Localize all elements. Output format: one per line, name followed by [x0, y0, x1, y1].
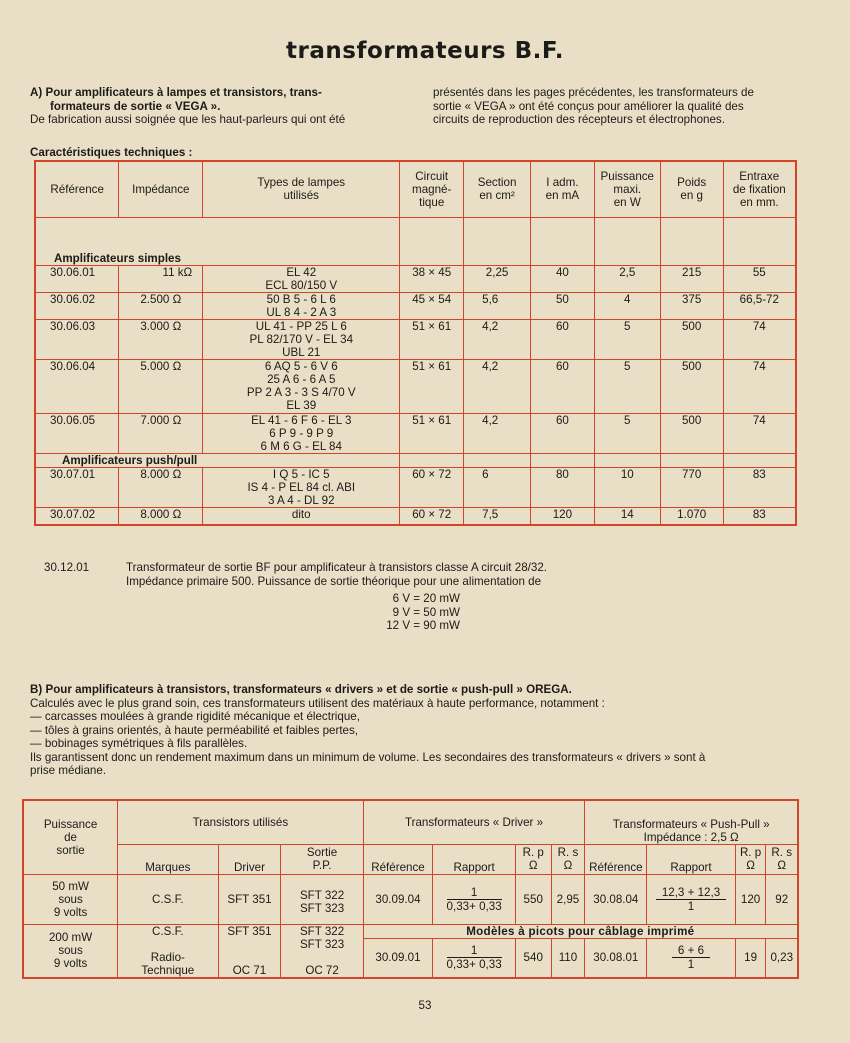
- table-row: [35, 292, 796, 319]
- cell-iadm: 60: [531, 359, 595, 413]
- section-a-right: [433, 86, 813, 127]
- note-text: [126, 561, 826, 588]
- th-poids: Poids en g: [660, 161, 723, 217]
- cell-puissance: 2,5: [594, 265, 660, 292]
- cell-circuit: 45 × 54: [400, 292, 464, 319]
- section-b: [30, 683, 830, 778]
- section-a-right-1: présentés dans les pages précédentes, les transformateurs de: [433, 86, 754, 99]
- cell-ref: 30.07.02: [35, 507, 119, 525]
- note-value-6v: 6 V = 20 mW: [392, 592, 460, 605]
- cell-circuit: 51 × 61: [400, 413, 464, 453]
- section-b-line-4: — bobinages symétriques à fils parallèles.: [30, 737, 248, 750]
- note-line-2: Impédance primaire 500. Puissance de sortie théorique pour une alimentation de: [126, 574, 542, 588]
- cell-driver-ref: 30.09.01: [363, 938, 433, 977]
- cell-ref: 30.06.03: [35, 319, 119, 359]
- th-driver-rp: R. p Ω: [515, 844, 551, 874]
- cell-impedance: 7.000 Ω: [119, 413, 203, 453]
- cell-puissance: 5: [594, 319, 660, 359]
- cell-poids: 500: [660, 359, 723, 413]
- note-line-1: Transformateur de sortie BF pour amplificateur à transistors classe A circuit 28/32.: [126, 561, 547, 574]
- cell-circuit: 60 × 72: [400, 507, 464, 525]
- cell-entraxe: 83: [723, 507, 796, 525]
- th-pp-reference: Référence: [585, 844, 647, 874]
- table-row: [35, 319, 796, 359]
- cell-lampes: UL 41 - PP 25 L 6 PL 82/170 V - EL 34 UBL 21: [203, 319, 400, 359]
- cell-impedance: 2.500 Ω: [119, 292, 203, 319]
- section-a-right-3: circuits de reproduction des récepteurs et électrophones.: [433, 113, 725, 126]
- cell-section: 6: [464, 467, 531, 507]
- cell-lampes: EL 42 ECL 80/150 V: [203, 265, 400, 292]
- cell-ref: 30.06.05: [35, 413, 119, 453]
- cell-driver-rs: 110: [551, 938, 585, 977]
- cell-lampes: dito: [203, 507, 400, 525]
- cell-poids: 500: [660, 319, 723, 359]
- table-row: [35, 413, 796, 453]
- cell-circuit: 38 × 45: [400, 265, 464, 292]
- cell-poids: 1.070: [660, 507, 723, 525]
- page-title: transformateurs B.F.: [286, 38, 564, 64]
- orega-table: [22, 799, 799, 979]
- cell-impedance: 11 kΩ: [119, 265, 203, 292]
- table-row: [35, 507, 796, 525]
- cell-driver-rapport: [433, 874, 516, 924]
- th-driver-rapport: Rapport: [433, 844, 516, 874]
- cell-pp-ref: 30.08.04: [585, 874, 647, 924]
- cell-entraxe: 66,5-72: [723, 292, 796, 319]
- section-b-heading: B) Pour amplificateurs à transistors, transformateurs « drivers » et de sortie « push-pull » OREGA.: [30, 683, 572, 696]
- ratio-numerator: 12,3 + 12,3: [656, 886, 726, 900]
- pp-ratio-fraction: [672, 944, 710, 971]
- pp-ratio-fraction: [656, 886, 726, 913]
- cell-puissance: 200 mW sous 9 volts: [23, 924, 118, 978]
- cell-entraxe: 55: [723, 265, 796, 292]
- cell-section: 4,2: [464, 359, 531, 413]
- ratio-denominator: 0,33+ 0,33: [446, 899, 502, 913]
- note-ref: 30.12.01: [44, 561, 90, 574]
- section-a-left: [30, 86, 410, 127]
- th-driver: Driver: [218, 844, 281, 874]
- cell-poids: 500: [660, 413, 723, 453]
- cell-section: 4,2: [464, 413, 531, 453]
- th-circuit: Circuit magné- tique: [400, 161, 464, 217]
- cell-circuit: 51 × 61: [400, 319, 464, 359]
- cell-pp-rapport: [647, 938, 735, 977]
- th-driver-reference: Référence: [363, 844, 433, 874]
- cell-puissance: 10: [594, 467, 660, 507]
- th-i-adm: I adm. en mA: [531, 161, 595, 217]
- section-b-line-5: Ils garantissent donc un rendement maximum dans un minimum de volume. Les secondaires des transformateurs « drivers » sont à: [30, 750, 706, 764]
- section-b-line-1: Calculés avec le plus grand soin, ces transformateurs utilisent des matériaux à haute performance, notamment :: [30, 696, 605, 710]
- section-a-right-2: sortie « VEGA » ont été conçus pour améliorer la qualité des: [433, 99, 744, 113]
- cell-iadm: 80: [531, 467, 595, 507]
- th-pp-rapport: Rapport: [647, 844, 735, 874]
- ratio-denominator: 1: [687, 899, 695, 913]
- section-b-line-2: — carcasses moulées à grande rigidité mécanique et électrique,: [30, 710, 360, 723]
- cell-pp-rs: 0,23: [766, 938, 798, 977]
- cell-pp-rs: 92: [766, 874, 798, 924]
- th-marques: Marques: [118, 844, 218, 874]
- cell-puissance: 50 mW sous 9 volts: [23, 874, 118, 924]
- cell-marque: C.S.F. Radio- Technique: [118, 924, 218, 978]
- table-row: [35, 359, 796, 413]
- cell-iadm: 60: [531, 319, 595, 359]
- cell-puissance: 5: [594, 359, 660, 413]
- th-driver-rs: R. s Ω: [551, 844, 585, 874]
- th-reference: Référence: [35, 161, 119, 217]
- ratio-numerator: 1: [447, 944, 502, 958]
- cell-section: 5,6: [464, 292, 531, 319]
- cell-ref: 30.07.01: [35, 467, 119, 507]
- cell-driver-rapport: [433, 938, 516, 977]
- th-impedance: Impédance: [119, 161, 203, 217]
- caracteristiques-label: Caractéristiques techniques :: [30, 146, 193, 159]
- cell-poids: 215: [660, 265, 723, 292]
- page-number: 53: [418, 999, 432, 1012]
- ratio-denominator: 0,33+ 0,33: [446, 958, 502, 972]
- th-pp-rs: R. s Ω: [766, 844, 798, 874]
- cell-pp-ref: 30.08.01: [585, 938, 647, 977]
- section-b-line-6: prise médiane.: [30, 764, 107, 777]
- cell-entraxe: 74: [723, 319, 796, 359]
- section-a-line-3: De fabrication aussi soignée que les haut-parleurs qui ont été: [30, 113, 346, 126]
- cell-lampes: I Q 5 - IC 5 IS 4 - P EL 84 cl. ABI 3 A 4 - DL 92: [203, 467, 400, 507]
- cell-impedance: 8.000 Ω: [119, 467, 203, 507]
- section-a-heading-2: formateurs de sortie « VEGA ».: [50, 99, 221, 113]
- note-values: [300, 592, 460, 633]
- driver-ratio-fraction: [447, 886, 502, 913]
- cell-iadm: 120: [531, 507, 595, 525]
- cell-lampes: EL 41 - 6 F 6 - EL 3 6 P 9 - 9 P 9 6 M 6 G - EL 84: [203, 413, 400, 453]
- cell-ref: 30.06.02: [35, 292, 119, 319]
- cell-entraxe: 74: [723, 413, 796, 453]
- cell-entraxe: 83: [723, 467, 796, 507]
- cell-driver-rp: 550: [515, 874, 551, 924]
- cell-puissance: 14: [594, 507, 660, 525]
- cell-lampes: 50 B 5 - 6 L 6 UL 8 4 - 2 A 3: [203, 292, 400, 319]
- th-types-lampes: Types de lampes utilisés: [203, 161, 400, 217]
- cell-pp-rp: 120: [735, 874, 766, 924]
- th-puissance-sortie: Puissance de sortie: [23, 800, 118, 874]
- cell-ref: 30.06.01: [35, 265, 119, 292]
- cell-driver: SFT 351 OC 71: [218, 924, 281, 978]
- cell-iadm: 40: [531, 265, 595, 292]
- th-section: Section en cm²: [464, 161, 531, 217]
- th-sortie-pp: Sortie P.P.: [281, 844, 363, 874]
- cell-puissance: 4: [594, 292, 660, 319]
- table-row: [35, 467, 796, 507]
- cell-impedance: 5.000 Ω: [119, 359, 203, 413]
- cell-pp-rp: 19: [735, 938, 766, 977]
- cell-pp-rapport: [647, 874, 735, 924]
- th-entraxe: Entraxe de fixation en mm.: [723, 161, 796, 217]
- cell-section: 7,5: [464, 507, 531, 525]
- table-row: [23, 924, 798, 938]
- cell-driver-rp: 540: [515, 938, 551, 977]
- driver-ratio-fraction: [447, 944, 502, 971]
- cell-impedance: 8.000 Ω: [119, 507, 203, 525]
- ratio-denominator: 1: [687, 958, 695, 972]
- th-transistors: Transistors utilisés: [118, 800, 364, 844]
- th-pp-rp: R. p Ω: [735, 844, 766, 874]
- table-row: [23, 874, 798, 924]
- cell-driver: SFT 351: [218, 874, 281, 924]
- cell-marque: C.S.F.: [118, 874, 218, 924]
- cell-iadm: 60: [531, 413, 595, 453]
- section-a-heading-1: A) Pour amplificateurs à lampes et transistors, trans-: [30, 86, 322, 99]
- cell-impedance: 3.000 Ω: [119, 319, 203, 359]
- note-value-12v: 12 V = 90 mW: [386, 619, 460, 632]
- cell-lampes: 6 AQ 5 - 6 V 6 25 A 6 - 6 A 5 PP 2 A 3 - 3 S 4/70 V EL 39: [203, 359, 400, 413]
- ratio-numerator: 6 + 6: [672, 944, 710, 958]
- cell-sortie: SFT 322 SFT 323: [281, 874, 363, 924]
- table-row: [35, 265, 796, 292]
- cell-section: 2,25: [464, 265, 531, 292]
- cell-puissance: 5: [594, 413, 660, 453]
- cell-entraxe: 74: [723, 359, 796, 413]
- group-push-pull: Amplificateurs push/pull: [35, 453, 400, 467]
- cell-driver-ref: 30.09.04: [363, 874, 433, 924]
- cell-iadm: 50: [531, 292, 595, 319]
- th-puissance: Puissance maxi. en W: [594, 161, 660, 217]
- vega-table: [34, 160, 797, 526]
- cell-circuit: 60 × 72: [400, 467, 464, 507]
- cell-poids: 770: [660, 467, 723, 507]
- cell-poids: 375: [660, 292, 723, 319]
- cell-section: 4,2: [464, 319, 531, 359]
- modeles-picots-note: Modèles à picots pour câblage imprimé: [363, 924, 798, 938]
- ratio-numerator: 1: [447, 886, 502, 900]
- th-driver-group: Transformateurs « Driver »: [363, 800, 585, 844]
- note-value-9v: 9 V = 50 mW: [392, 605, 460, 619]
- cell-sortie: SFT 322 SFT 323 OC 72: [281, 924, 363, 978]
- cell-ref: 30.06.04: [35, 359, 119, 413]
- section-b-line-3: — tôles à grains orientés, à haute perméabilité et faibles pertes,: [30, 723, 359, 737]
- th-push-pull-group: Transformateurs « Push-Pull » Impédance : 2,5 Ω: [585, 800, 798, 844]
- cell-driver-rs: 2,95: [551, 874, 585, 924]
- cell-circuit: 51 × 61: [400, 359, 464, 413]
- group-simples: Amplificateurs simples: [35, 217, 400, 265]
